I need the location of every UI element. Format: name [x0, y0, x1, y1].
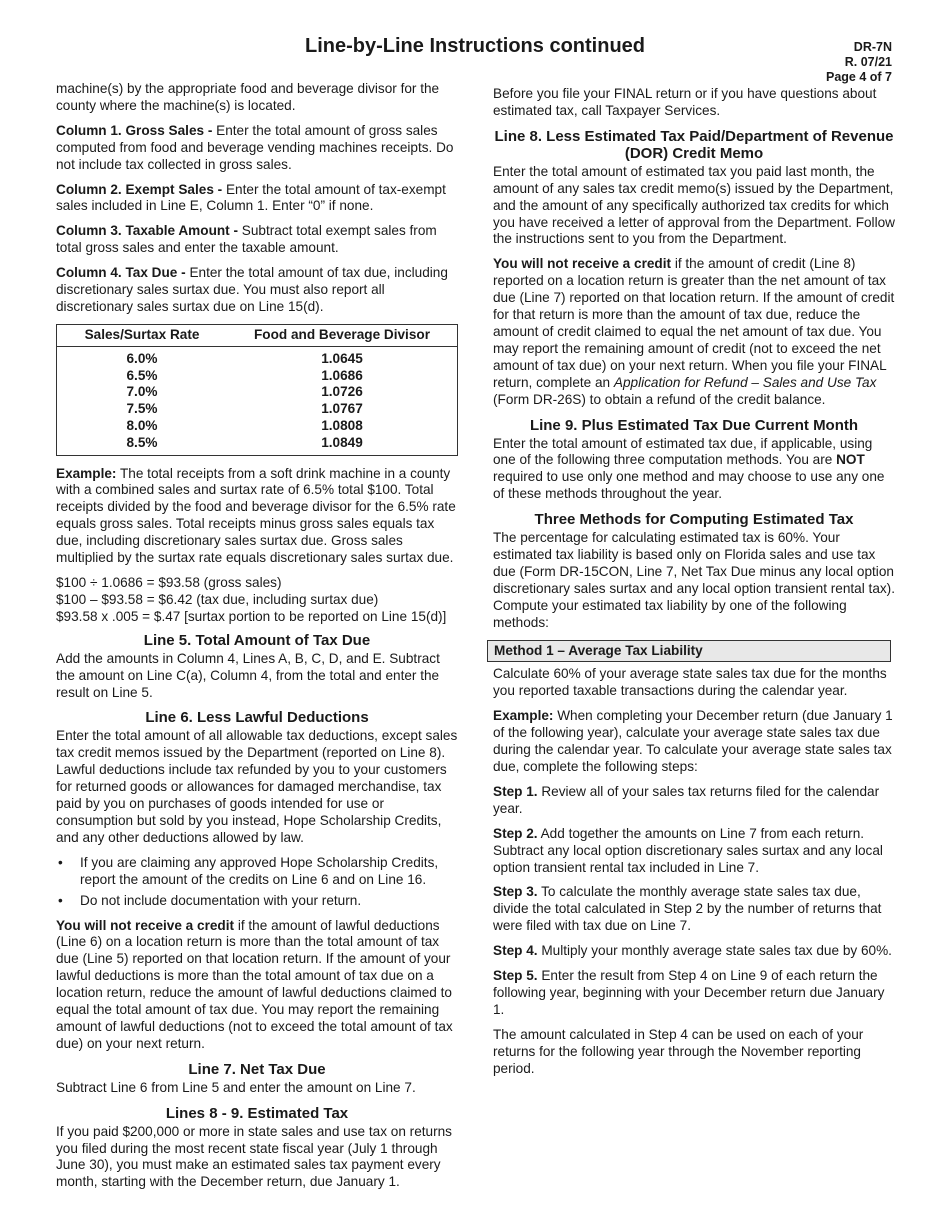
step-label: Step 5. [493, 968, 538, 984]
deductions-credit-paragraph [56, 918, 458, 1053]
divisor-cell: 1.0808 [321, 417, 363, 433]
step-text: Multiply your monthly average state sales tax due by 60%. [537, 943, 892, 959]
calculation-line: $100 – $93.58 = $6.42 (tax due, including surtax due) [56, 591, 379, 607]
step-text: Add together the amounts on Line 7 from each return. Subtract any local option discretionary sales surtax and any local option transient rental tax included in Line 7. [493, 825, 883, 875]
step-3 [493, 884, 895, 935]
step-text: To calculate the monthly average state sales tax due, divide the total calculated in Step 2 by the number of returns that were filed with tax due on Line 7. [493, 884, 882, 934]
line-6-bullet-list [56, 855, 458, 910]
table-header [57, 325, 457, 347]
form-identifier [826, 40, 892, 85]
list-item [56, 893, 458, 910]
list-item-text: Do not include documentation with your return. [80, 892, 362, 908]
step-4 [493, 943, 895, 960]
right-column [493, 86, 895, 1086]
divisor-cell: 1.0726 [321, 384, 363, 400]
column-4-text: Enter the total amount of tax due, including discretionary sales surtax due. You must also report all discretionary sales surtax due on Line 15(d). [56, 265, 448, 314]
intro-paragraph: machine(s) by the appropriate food and beverage divisor for the county where the machine(s) is located. [56, 81, 440, 113]
column-1-text: Enter the total amount of gross sales computed from food and beverage vending machines receipts. Do not include tax collected in gross sales. [56, 122, 454, 172]
table-header-divisor: Food and Beverage Divisor [253, 326, 430, 342]
method-1-example [493, 708, 895, 776]
example-label: Example: [493, 708, 554, 724]
rate-cell: 8.5% [126, 434, 158, 450]
list-item-text: If you are claiming any approved Hope Scholarship Credits, report the amount of the credits on Line 6 and on Line 16. [80, 854, 439, 887]
line-6-text: Enter the total amount of all allowable tax deductions, except sales tax credit memos issued by the Department (reported on Line 8). Lawful deductions include tax refunded by you to your customers for returned goods or allowances for damaged merchandise, tax paid by you on purchases of goods intended for use or consumption but sold by you instead, Hope Scholarship Credits, and any other deductions allowed by law. [56, 728, 458, 845]
method-1-title-box: Method 1 – Average Tax Liability [487, 640, 891, 663]
line-6-heading: Line 6. Less Lawful Deductions [145, 709, 369, 727]
rate-cell: 6.5% [126, 367, 158, 383]
methods-text: The percentage for calculating estimated tax is 60%. Your estimated tax liability is based only on Florida sales and use tax due (Form DR-15CON, Line 7, Net Tax Due minus any local option discretionary sales surtax and any local option transient rental tax). Compute your estimated tax liability by one of the following methods: [493, 530, 895, 630]
closing-paragraph: The amount calculated in Step 4 can be used on each of your returns for the following year through the November reporting period. [493, 1026, 864, 1076]
table-header-rate: Sales/Surtax Rate [84, 326, 200, 342]
rate-cell: 7.0% [126, 384, 158, 400]
divisor-cell: 1.0645 [321, 350, 363, 366]
line-8-heading: Line 8. Less Estimated Tax Paid/Department of Revenue (DOR) Credit Memo [494, 127, 894, 162]
table-row [57, 384, 457, 401]
line-5-heading: Line 5. Total Amount of Tax Due [143, 631, 371, 649]
rate-cell: 6.0% [126, 350, 158, 366]
divisor-table [56, 324, 458, 456]
line-9-heading: Line 9. Plus Estimated Tax Due Current Month [529, 416, 859, 434]
no-credit-text-end: (Form DR-26S) to obtain a refund of the credit balance. [493, 391, 826, 407]
column-3-instructions [56, 223, 458, 257]
divisor-cell: 1.0686 [321, 367, 363, 383]
refund-form-title: Application for Refund – Sales and Use Tax [613, 374, 877, 390]
credit-paragraph [493, 256, 895, 408]
column-2-instructions [56, 182, 458, 216]
step-label: Step 4. [493, 943, 538, 959]
table-row [57, 401, 457, 418]
step-5 [493, 968, 895, 1019]
divisor-cell: 1.0767 [321, 401, 363, 417]
step-2 [493, 826, 895, 877]
rate-cell: 8.0% [126, 417, 158, 433]
column-2-text: Enter the total amount of tax-exempt sales included in Line E, Column 1. Enter “0” if none. [56, 181, 446, 214]
lines-8-9-text: If you paid $200,000 or more in state sales and use tax on returns you filed during the most recent state fiscal year (July 1 through June 30), you must make an estimated sales tax payment every month, starting with the December return, due January 1. [56, 1123, 452, 1190]
form-revision: R. 07/21 [844, 55, 892, 69]
table-row [57, 368, 457, 385]
column-1-instructions [56, 123, 458, 174]
form-number: DR-7N [853, 40, 892, 54]
page-title: Line-by-Line Instructions continued [305, 35, 645, 57]
column-3-label: Column 3. Taxable Amount - [56, 223, 239, 239]
example-paragraph [56, 466, 458, 567]
lines-8-9-heading: Lines 8 - 9. Estimated Tax [165, 1104, 349, 1122]
table-body [57, 347, 457, 455]
line-8-text: Enter the total amount of estimated tax you paid last month, the amount of any sales tax credit memo(s) issued by the Department, and the amount of any specifically authorized tax credits for which you have received a letter of approval from the Department. Follow the instructions sent to you from the Department. [493, 163, 895, 247]
calculation-line: $93.58 x .005 = $.47 [surtax portion to be reported on Line 15(d)] [56, 608, 447, 624]
no-credit-label: You will not receive a credit [493, 256, 672, 272]
methods-heading: Three Methods for Computing Estimated Tax [534, 511, 854, 529]
step-label: Step 3. [493, 884, 538, 900]
table-row [57, 418, 457, 435]
no-credit-text: if the amount of credit (Line 8) reported on a location return is greater than the net amount of tax due (Line 7) reported on that location return. If the amount of credit for that return is more than the amount of tax due, reduce the amount of credit claimed to equal the net amount of tax due. You may report the remaining amount of credit (not to exceed the net amount of tax due) on your next return. When you file your FINAL return, complete an [493, 256, 895, 390]
column-4-label: Column 4. Tax Due - [56, 265, 186, 281]
line-9-text-end: required to use only one method and may choose to use any one of these methods throughout the year. [493, 469, 885, 502]
example-calculations [56, 575, 458, 626]
rate-cell: 7.5% [126, 401, 158, 417]
line-9-emphasis: NOT [836, 452, 865, 468]
no-credit-label: You will not receive a credit [56, 917, 235, 933]
step-1 [493, 784, 895, 818]
table-row [57, 435, 457, 452]
step-text: Enter the result from Step 4 on Line 9 of each return the following year, beginning with your December return due January 1. [493, 968, 885, 1017]
calculation-line: $100 ÷ 1.0686 = $93.58 (gross sales) [56, 575, 282, 590]
left-column [56, 81, 458, 1199]
column-1-label: Column 1. Gross Sales - [56, 122, 213, 138]
line-9-text [493, 436, 895, 504]
page-number: Page 4 of 7 [826, 70, 892, 84]
example-text: The total receipts from a soft drink machine in a county with a combined sales and surtax rate of 6.5% total $100. Total receipts divided by the food and beverage divisor for the 6.5% rate equals gross sales. Total receipts minus gross sales equals tax due, including discretionary sales surtax due. Gross sales multiplied by the surtax rate equals discretionary sales surtax due. [56, 465, 456, 566]
line-7-heading: Line 7. Net Tax Due [188, 1060, 326, 1078]
example-label: Example: [56, 465, 117, 481]
example-text: When completing your December return (due January 1 of the following year), calculate your average state sales tax due during the calendar year. To calculate your average state sales tax due, complete the following steps: [493, 708, 893, 774]
line-5-text: Add the amounts in Column 4, Lines A, B, C, D, and E. Subtract the amount on Line C(a), Column 4, from the total and enter the result on Line 5. [56, 650, 440, 700]
line-9-text-start: Enter the total amount of estimated tax due, if applicable, using one of the following three computation methods. You are [493, 435, 873, 468]
column-4-instructions [56, 265, 458, 316]
step-label: Step 1. [493, 783, 538, 799]
column-3-text: Subtract total exempt sales from total gross sales and enter the taxable amount. [56, 223, 437, 256]
column-2-label: Column 2. Exempt Sales - [56, 181, 223, 197]
divisor-cell: 1.0849 [321, 434, 363, 450]
table-row [57, 351, 457, 368]
step-label: Step 2. [493, 825, 538, 841]
no-credit-text: if the amount of lawful deductions (Line 6) on a location return is more than the total amount of tax due (Line 5) reported on that location return. If the amount of your lawful deductions is more than the total amount of tax due on a location return, reduce the amount of lawful deductions claimed to equal the total amount of tax due. You may report the remaining amount of lawful deductions (not to exceed the total amount of tax due) on your next return. [56, 917, 453, 1051]
bullet-icon: • [58, 854, 63, 870]
right-intro-paragraph: Before you file your FINAL return or if you have questions about estimated tax, call Taxpayer Services. [493, 86, 877, 118]
line-7-text: Subtract Line 6 from Line 5 and enter the amount on Line 7. [56, 1079, 416, 1095]
method-1-text: Calculate 60% of your average state sales tax due for the months you reported taxable transactions during the calendar year. [493, 666, 887, 699]
step-text: Review all of your sales tax returns filed for the calendar year. [493, 783, 880, 816]
list-item [56, 855, 458, 889]
bullet-icon: • [58, 892, 63, 908]
